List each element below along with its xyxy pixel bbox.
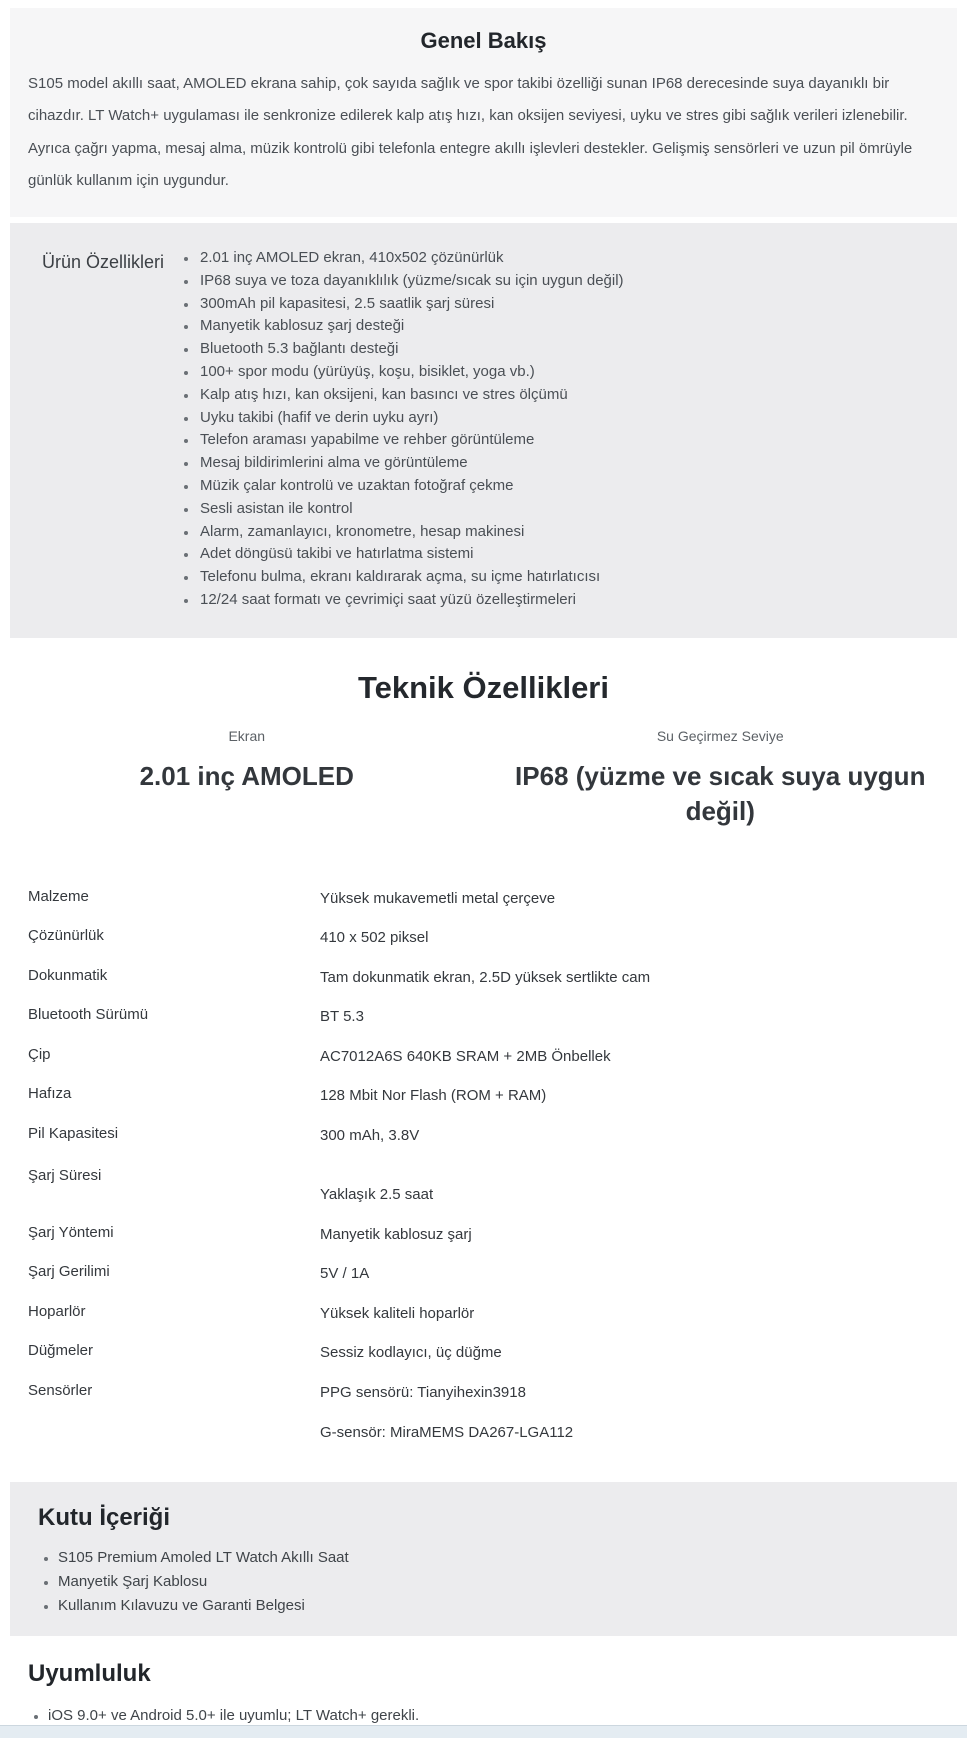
feature-item: • Manyetik kablosuz şarj desteği xyxy=(198,315,939,338)
box-content-item: • Manyetik Şarj Kablosu xyxy=(58,1570,939,1594)
highlight-label: Su Geçirmez Seviye xyxy=(656,727,784,744)
box-contents-title: Kutu İçeriği xyxy=(38,1504,171,1532)
feature-item: • Kalp atış hızı, kan oksijeni, kan basıncı ve stres ölçümü xyxy=(198,384,939,407)
highlight-value: 2.01 inç AMOLED xyxy=(139,760,354,791)
box-content-item: • Kullanım Kılavuzu ve Garanti Belgesi xyxy=(58,1594,939,1618)
box-content-item: • S105 Premium Amoled LT Watch Akıllı Saat xyxy=(58,1546,939,1570)
sensor-value-gsensor: G-sensör: MiraMEMS DA267-LGA112 xyxy=(320,1423,574,1441)
feature-item: • 2.01 inç AMOLED ekran, 410x502 çözünürlük xyxy=(198,247,939,270)
spec-row xyxy=(0,997,967,1037)
spec-value: Tam dokunmatik ekran, 2.5D yüksek sertlikte cam xyxy=(320,968,651,986)
spec-label: Bluetooth Sürümü xyxy=(28,1006,149,1024)
spec-label: Şarj Süresi xyxy=(28,1167,102,1185)
features-section xyxy=(10,223,957,638)
spec-row xyxy=(0,1116,967,1156)
spec-label: Düğmeler xyxy=(28,1342,94,1360)
spec-highlight-waterproof xyxy=(484,728,958,829)
product-description-page xyxy=(0,8,967,1738)
feature-item: • Müzik çalar kontrolü ve uzaktan fotoğraf çekme xyxy=(198,475,939,498)
spec-row xyxy=(0,918,967,958)
highlight-value: IP68 (yüzme ve sıcak suya uygun değil) xyxy=(515,760,926,826)
technical-specs-title: Teknik Özellikleri xyxy=(358,669,609,705)
spec-row xyxy=(0,1076,967,1116)
spec-table xyxy=(0,879,967,1453)
feature-item: • Telefonu bulma, ekranı kaldırarak açma, su içme hatırlatıcısı xyxy=(198,566,939,589)
spec-row-sensors xyxy=(0,1373,967,1453)
spec-label: Çözünürlük xyxy=(28,927,104,945)
spec-value: Yaklaşık 2.5 saat xyxy=(320,1186,434,1204)
overview-section xyxy=(10,8,957,217)
next-section-divider xyxy=(0,1725,967,1738)
compatibility-section xyxy=(0,1636,967,1738)
spec-row xyxy=(0,1333,967,1373)
box-contents-list xyxy=(28,1546,939,1618)
feature-item: • IP68 suya ve toza dayanıklılık (yüzme/sıcak su için uygun değil) xyxy=(198,270,939,293)
spec-value: Manyetik kablosuz şarj xyxy=(320,1225,472,1243)
spec-value: 300 mAh, 3.8V xyxy=(320,1126,420,1144)
spec-label: Hafıza xyxy=(28,1085,72,1103)
spec-row xyxy=(0,1155,967,1215)
spec-label: Hoparlör xyxy=(28,1302,86,1320)
spec-row xyxy=(0,879,967,919)
spec-row xyxy=(0,1294,967,1334)
features-section-label: Ürün Özellikleri xyxy=(41,252,165,272)
feature-item: • 100+ spor modu (yürüyüş, koşu, bisiklet, yoga vb.) xyxy=(198,361,939,384)
spec-label: Şarj Yöntemi xyxy=(28,1223,114,1241)
spec-value: 410 x 502 piksel xyxy=(320,929,429,947)
compatibility-item: • iOS 9.0+ ve Android 5.0+ ile uyumlu; LT Watch+ gerekli. xyxy=(48,1704,939,1728)
spec-value: 5V / 1A xyxy=(320,1265,370,1283)
spec-label: Dokunmatik xyxy=(28,966,108,984)
spec-value: 128 Mbit Nor Flash (ROM + RAM) xyxy=(320,1087,547,1105)
spec-label: Sensörler xyxy=(28,1381,93,1399)
feature-item: • Telefon araması yapabilme ve rehber görüntüleme xyxy=(198,429,939,452)
spec-value: Sessiz kodlayıcı, üç düğme xyxy=(320,1344,502,1362)
spec-highlights xyxy=(0,728,967,829)
spec-label: Çip xyxy=(28,1045,51,1063)
feature-item: • Alarm, zamanlayıcı, kronometre, hesap makinesi xyxy=(198,521,939,544)
spec-label: Pil Kapasitesi xyxy=(28,1124,119,1142)
feature-item: • Uyku takibi (hafif ve derin uyku ayrı) xyxy=(198,407,939,430)
overview-title: Genel Bakış xyxy=(420,28,547,53)
feature-item: • Adet döngüsü takibi ve hatırlatma sistemi xyxy=(198,543,939,566)
feature-item: • 300mAh pil kapasitesi, 2.5 saatlik şarj süresi xyxy=(198,293,939,316)
spec-value: BT 5.3 xyxy=(320,1008,364,1026)
highlight-label: Ekran xyxy=(228,727,266,744)
feature-item: • 12/24 saat formatı ve çevrimiçi saat yüzü özelleştirmeleri xyxy=(198,589,939,612)
features-list xyxy=(178,247,939,612)
technical-specs-section xyxy=(0,638,967,1471)
sensor-value-ppg: PPG sensörü: Tianyihexin3918 xyxy=(320,1383,526,1401)
spec-row xyxy=(0,1037,967,1077)
spec-value: AC7012A6S 640KB SRAM + 2MB Önbellek xyxy=(320,1047,611,1065)
spec-value: Yüksek kaliteli hoparlör xyxy=(320,1304,475,1322)
feature-item: • Mesaj bildirimlerini alma ve görüntüleme xyxy=(198,452,939,475)
spec-value: Yüksek mukavemetli metal çerçeve xyxy=(320,889,556,907)
spec-row xyxy=(0,958,967,998)
spec-value xyxy=(320,1382,573,1443)
feature-item: • Sesli asistan ile kontrol xyxy=(198,498,939,521)
spec-label: Şarj Gerilimi xyxy=(28,1263,110,1281)
spec-row xyxy=(0,1215,967,1255)
feature-item: • Bluetooth 5.3 bağlantı desteği xyxy=(198,338,939,361)
spec-row xyxy=(0,1254,967,1294)
box-contents-section xyxy=(10,1482,957,1636)
overview-description: S105 model akıllı saat, AMOLED ekrana sahip, çok sayıda sağlık ve spor takibi özelliği sunan IP68 derecesinde suya dayanıklı bir cihazdır. LT Watch+ uygulaması ile senkronize edilerek kalp atış hızı, kan oksijen seviyesi, uyku ve stres gibi sağlık verileri izlenebilir. Ayrıca çağrı yapma, mesaj alma, müzik kontrolü gibi telefonla entegre akıllı işlevleri destekler. Gelişmiş sensörleri ve uzun pil ömrüyle günlük kullanım için uygundur. xyxy=(28,75,913,189)
compatibility-title: Uyumluluk xyxy=(28,1660,151,1688)
spec-label: Malzeme xyxy=(28,887,89,905)
spec-highlight-screen xyxy=(10,728,484,829)
